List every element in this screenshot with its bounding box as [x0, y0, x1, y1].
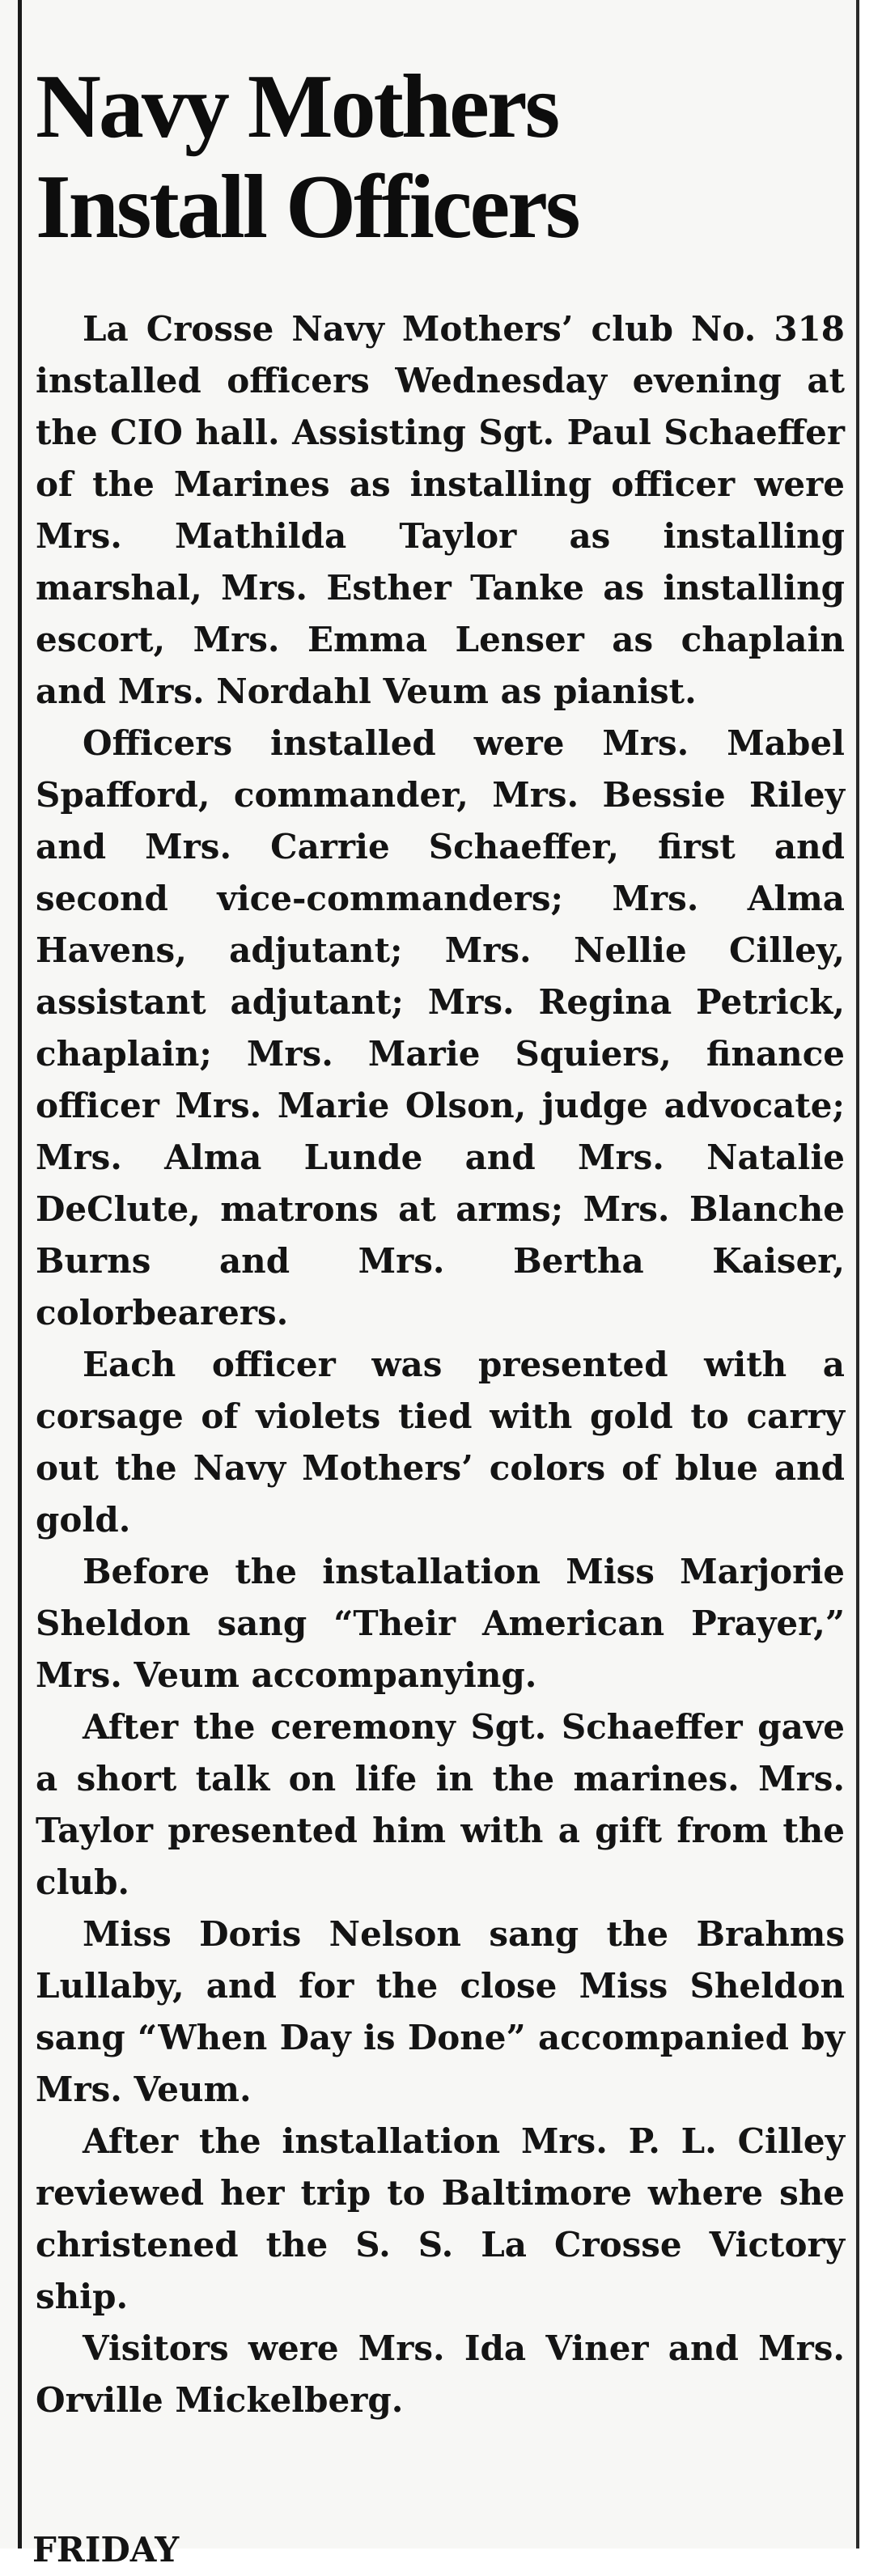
paragraph-corsage: Each officer was presented with a corsage of violets tied with gold to carry out the Navy Mothers’ colors of blue and gold. [36, 1345, 845, 1540]
headline-line-2: Install Officers [36, 157, 579, 257]
column-rule-left [18, 0, 22, 2548]
paragraph-prayer: Before the installation Miss Marjorie Sheldon sang “Their American Prayer,” Mrs. Veum accompanying. [36, 1552, 845, 1695]
paragraph-baltimore: After the installation Mrs. P. L. Cilley reviewed her trip to Baltimore where she christened the S. S. La Crosse Victory ship. [36, 2121, 845, 2316]
next-item-cutoff: FRIDAY [32, 2530, 180, 2570]
page-margin [859, 0, 882, 2548]
headline [36, 57, 845, 257]
paragraph-ceremony: After the ceremony Sgt. Schaeffer gave a short talk on life in the marines. Mrs. Taylor presented him with a gift from the club. [36, 1707, 845, 1902]
headline-line-1: Navy Mothers [36, 57, 558, 157]
paragraph-lullaby: Miss Doris Nelson sang the Brahms Lullaby, and for the close Miss Sheldon sang “When Day is Done” accompanied by Mrs. Veum. [36, 1914, 845, 2109]
paragraph-installation: La Crosse Navy Mothers’ club No. 318 installed officers Wednesday evening at the CIO hall. Assisting Sgt. Paul Schaeffer of the Marines as installing officer were Mrs. Mathilda Taylor as installing marshal, Mrs. Esther Tanke as installing escort, Mrs. Emma Lenser as chaplain and Mrs. Nordahl Veum as pianist. [36, 309, 845, 711]
paragraph-visitors: Visitors were Mrs. Ida Viner and Mrs. Orville Mickelberg. [36, 2328, 845, 2420]
paragraph-officers: Officers installed were Mrs. Mabel Spafford, commander, Mrs. Bessie Riley and Mrs. Carrie Schaeffer, first and second vice-commanders; Mrs. Alma Havens, adjutant; Mrs. Nellie Cilley, assistant adjutant; Mrs. Regina Petrick, chaplain; Mrs. Marie Squiers, finance officer Mrs. Marie Olson, judge advocate; Mrs. Alma Lunde and Mrs. Natalie DeClute, matrons at arms; Mrs. Blanche Burns and Mrs. Bertha Kaiser, colorbearers. [36, 723, 845, 1332]
article-body [36, 303, 845, 2426]
